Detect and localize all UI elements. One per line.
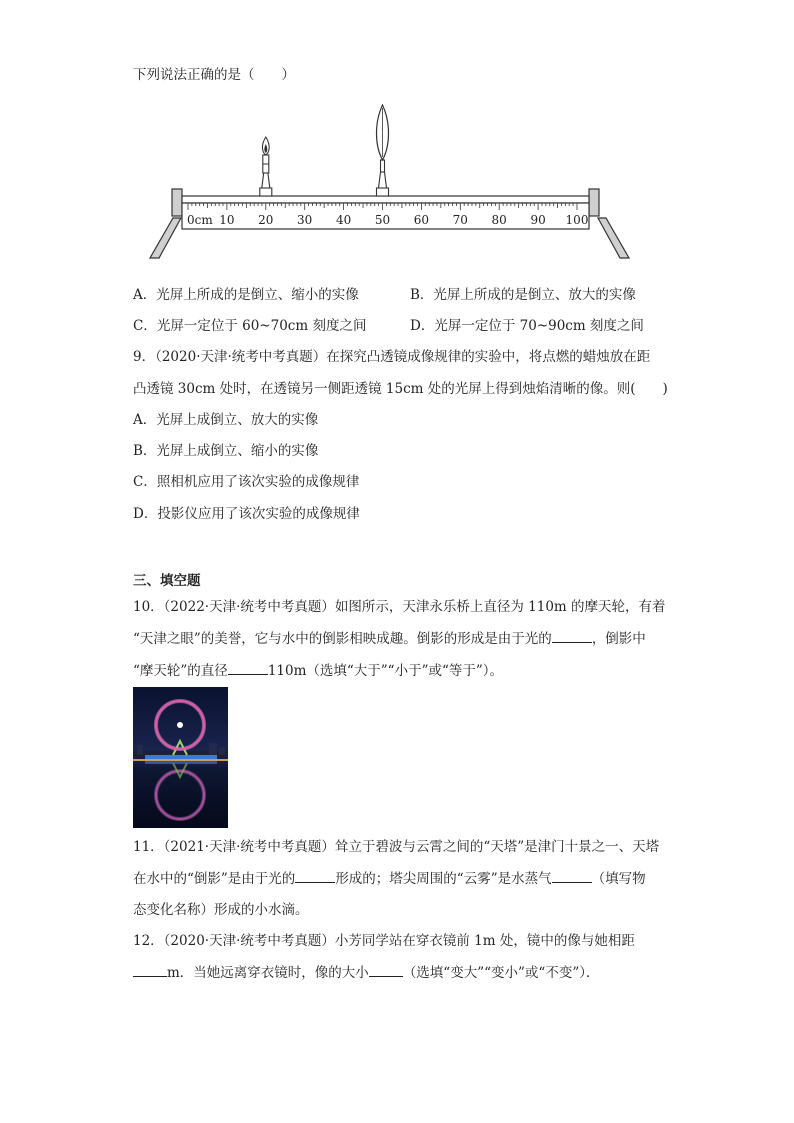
bench-left-post xyxy=(172,189,182,216)
q11-blank-2[interactable] xyxy=(552,869,592,883)
scale-tick-label: 90 xyxy=(530,213,546,227)
bench-left-leg xyxy=(150,218,181,258)
scale-tick-label: 50 xyxy=(374,213,391,227)
q12-stem-line1: 12．（2020·天津·统考中考真题）小芳同学站在穿衣镜前 1m 处，镜中的像与她相距 xyxy=(133,933,635,949)
scale-tick-label: 70 xyxy=(452,213,468,227)
scale-tick-label: 80 xyxy=(491,213,507,227)
q11-stem-line1: 11．（2021·天津·统考中考真题）耸立于碧波与云霄之间的“天塔”是津门十景之一、天塔 xyxy=(133,839,660,855)
q12-stem-line2: m．当她远离穿衣镜时，像的大小 （选填“变大”“变小”或“不变”）． xyxy=(133,963,599,982)
q9-option-d: D．投影仪应用了该次实验的成像规律 xyxy=(133,506,360,522)
scale-tick-label: 40 xyxy=(335,213,352,227)
q9-option-b: B．光屏上成倒立、缩小的实像 xyxy=(133,443,319,459)
section-title: 三、填空题 xyxy=(133,573,201,589)
q10-stem-line1: 10．（2022·天津·统考中考真题）如图所示，天津永乐桥上直径为 110m 的摩天轮，有着 xyxy=(133,599,666,615)
scale-tick-label: 0cm xyxy=(187,213,213,227)
q9-option-a: A．光屏上成倒立、放大的实像 xyxy=(133,412,319,428)
q12-blank-1[interactable] xyxy=(133,963,167,977)
q11-stem-line3: 态变化名称）形成的小水滴。 xyxy=(133,902,309,918)
scale-tick-label: 10 xyxy=(219,213,235,227)
optical-bench-figure xyxy=(145,100,635,262)
q10-blank-1[interactable] xyxy=(552,629,592,643)
bench-rail-top xyxy=(182,196,589,203)
q8-option-a: A．光屏上所成的是倒立、缩小的实像 xyxy=(133,287,359,303)
scale-tick-label: 20 xyxy=(258,213,274,227)
q8-stem-tail: 下列说法正确的是（ ） xyxy=(133,67,295,83)
candle xyxy=(260,137,272,196)
q10-blank-2[interactable] xyxy=(228,661,268,675)
q8-option-d: D．光屏一定位于 70~90cm 刻度之间 xyxy=(410,318,644,334)
bench-right-post xyxy=(589,189,599,216)
ferris-wheel-photo xyxy=(133,687,228,828)
scale-tick-label: 100 xyxy=(565,213,589,227)
q8-option-b: B．光屏上所成的是倒立、放大的实像 xyxy=(410,287,636,303)
convex-lens xyxy=(377,105,389,196)
scale-tick-label: 30 xyxy=(297,213,313,227)
q9-stem-line1: 9．（2020·天津·统考中考真题）在探究凸透镜成像规律的实验中，将点燃的蜡烛放在距 xyxy=(133,349,651,365)
q10-stem-line2: “天津之眼”的美誉，它与水中的倒影相映成趣。倒影的形成是由于光的 ，倒影中 xyxy=(133,631,646,647)
q8-option-c: C．光屏一定位于 60~70cm 刻度之间 xyxy=(133,318,367,334)
q9-stem-line2: 凸透镜 30cm 处时，在透镜另一侧距透镜 15cm 处的光屏上得到烛焰清晰的像。则( ) xyxy=(133,381,668,397)
q11-stem-line2: 在水中的“倒影”是由于光的 形成的；塔尖周围的“云雾”是水蒸气 （填写物 xyxy=(133,871,646,887)
q12-blank-2[interactable] xyxy=(369,963,403,977)
q11-blank-1[interactable] xyxy=(295,869,335,883)
q9-option-c: C．照相机应用了该次实验的成像规律 xyxy=(133,474,360,490)
bench-right-leg xyxy=(598,218,629,258)
scale-tick-label: 60 xyxy=(413,213,430,227)
q10-stem-line3: “摩天轮”的直径 110m（选填“大于”“小于”或“等于”）。 xyxy=(133,663,504,679)
